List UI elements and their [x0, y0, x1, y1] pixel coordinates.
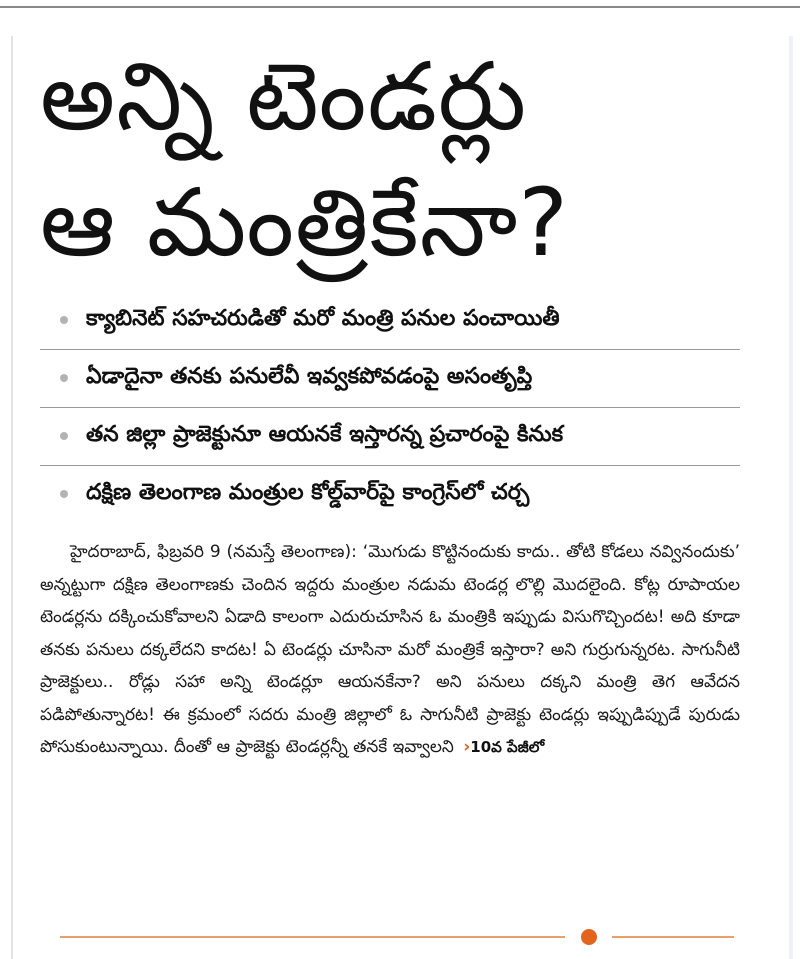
headline-line-2: ఆ మంత్రికేనా? [40, 169, 570, 278]
subheadline-item [40, 350, 740, 408]
subheadline-item [40, 466, 740, 524]
bullet-dot-icon [60, 316, 68, 324]
headline-line-1: అన్ని టెండర్లు [40, 43, 528, 152]
top-border [0, 6, 800, 8]
footer-divider-left [60, 936, 565, 938]
continued-label: 10వ పేజీలో [470, 738, 545, 756]
subheadline-item [40, 292, 740, 350]
subheadline-item [40, 408, 740, 466]
continued-on-page[interactable] [459, 737, 544, 757]
subheadline-text: దక్షిణ తెలంగాణ మంత్రుల కోల్డ్‌వార్‌పై కాంగ్రెస్‌లో చర్చ [86, 480, 530, 505]
subheadline-text: ఏడాదైనా తనకు పనులేవీ ఇవ్వకపోవడంపై అసంతృప్తి [86, 363, 533, 389]
bullet-dot-icon [60, 374, 68, 382]
bullet-dot-icon [60, 490, 68, 498]
footer-divider-right [612, 936, 734, 938]
subheadline-text: తన జిల్లా ప్రాజెక్టునూ ఆయనకే ఇస్తారన్న ప్రచారంపై కినుక [86, 421, 564, 447]
footer-divider-dot-icon [581, 929, 597, 945]
right-column-rule [789, 36, 793, 959]
subheadline-list [40, 292, 740, 524]
left-column-rule [11, 36, 13, 959]
bullet-dot-icon [60, 432, 68, 440]
article-body [40, 536, 740, 764]
news-article [40, 44, 740, 764]
headline [40, 44, 740, 278]
chevron-right-icon: › [463, 737, 471, 757]
article-body-text: హైదరాబాద్, ఫిబ్రవరి 9 (నమస్తే తెలంగాణ): ‘మొగుడు కొట్టినందుకు కాదు.. తోటి కోడలు నవ్వినందుకు’ అన్నట్టుగా దక్షిణ తెలంగాణకు చెందిన ఇద్దరు మంత్రుల నడుమ టెండర్ల లొల్లి మొదలైంది. కోట్ల రూపాయల టెండర్లను దక్కించుకోవాలని ఏడాది కాలంగా ఎదురుచూసిన ఓ మంత్రికి ఇప్పుడు విసుగొచ్చిందట! అది కూడా తనకు పనులు దక్కలేదని కాదట! ఏ టెండర్లు చూసినా మరో మంత్రికే ఇస్తారా? అని గుర్రుగున్నరట. సాగునీటి ప్రాజెక్టులు.. రోడ్లు సహా అన్ని టెండర్లూ ఆయనకేనా? అని పనులు దక్కని మంత్రి తెగ ఆవేదన పడిపోతున్నారట! ఈ క్రమంలో సదరు మంత్రి జిల్లాలో ఓ సాగునీటి ప్రాజెక్టు టెండర్లు ఇప్పుడిప్పుడే పురుడు పోసుకుంటున్నాయి. దీంతో ఆ ప్రాజెక్టు టెండర్లన్నీ తనకే ఇవ్వాలని [40, 542, 740, 757]
subheadline-text: క్యాబినెట్ సహచరుడితో మరో మంత్రి పనుల పంచాయితీ [86, 305, 560, 331]
